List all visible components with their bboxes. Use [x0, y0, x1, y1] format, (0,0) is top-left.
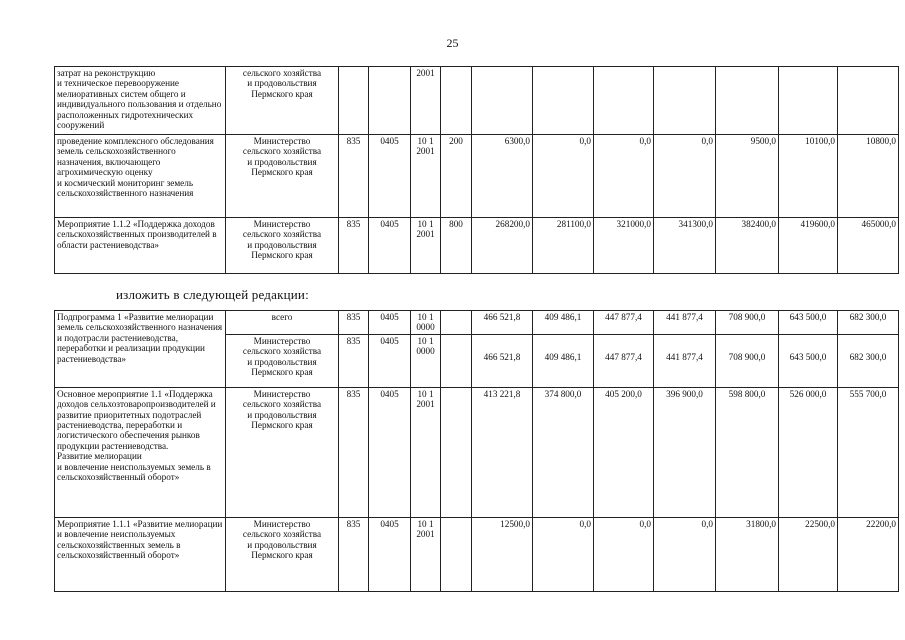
row-value-cell-1: [472, 67, 533, 135]
row-value-cell-3: 405 200,0: [594, 387, 654, 517]
row-grbs-cell: 835: [339, 311, 369, 335]
row-vr-cell: [441, 387, 472, 517]
row-vr-cell: [441, 334, 472, 387]
row-csr-cell: 10 1 2001: [411, 387, 441, 517]
row-value-cell-3: 0,0: [594, 135, 654, 218]
row-value-cell-4: 341300,0: [654, 218, 716, 274]
row-value-cell-2: 409 486,1: [533, 334, 594, 387]
row-value-cell-2: 0,0: [533, 517, 594, 591]
row-value-cell-7: 22200,0: [838, 517, 899, 591]
row-value-cell-5: 708 900,0: [716, 311, 779, 335]
row-value-cell-4: 441 877,4: [654, 334, 716, 387]
row-org-cell: всего: [226, 311, 339, 335]
row-name-cell: Мероприятие 1.1.1 «Развитие мелиорации и вовлечение неиспользуемых сельскохозяйственных земель в сельскохозяйственный оборот»: [55, 517, 226, 591]
row-rzpr-cell: 0405: [369, 517, 411, 591]
budget-table-top: [54, 66, 899, 274]
row-value-cell-4: 0,0: [654, 135, 716, 218]
row-value-cell-7: 682 300,0: [838, 334, 899, 387]
table-row: [55, 517, 899, 591]
row-value-cell-4: 0,0: [654, 517, 716, 591]
row-value-cell-6: 22500,0: [779, 517, 838, 591]
row-rzpr-cell: 0405: [369, 135, 411, 218]
row-value-cell-3: 0,0: [594, 517, 654, 591]
row-csr-cell: 2001: [411, 67, 441, 135]
row-value-cell-2: 0,0: [533, 135, 594, 218]
row-value-cell-1: 6300,0: [472, 135, 533, 218]
row-rzpr-cell: 0405: [369, 311, 411, 335]
row-org-cell: Министерство сельского хозяйства и продовольствия Пермского края: [226, 135, 339, 218]
row-value-cell-7: 555 700,0: [838, 387, 899, 517]
row-value-cell-6: 419600,0: [779, 218, 838, 274]
table-top-body: [55, 67, 899, 274]
page-number: 25: [446, 36, 459, 50]
table-row: [55, 311, 899, 335]
row-org-cell: Министерство сельского хозяйства и продовольствия Пермского края: [226, 218, 339, 274]
row-value-cell-1: 12500,0: [472, 517, 533, 591]
row-name-cell: проведение комплексного обследования земель сельскохозяйственного назначения, включающего агрохимическую оценку и космический мониторинг земель сельскохозяйственного назначения: [55, 135, 226, 218]
row-name-cell: затрат на реконструкцию и техническое перевооружение мелиоративных систем общего и индивидуального пользования и отдельно расположенных гидротехнических сооружений: [55, 67, 226, 135]
budget-table-bottom: [54, 310, 899, 592]
row-value-cell-1: 466 521,8: [472, 311, 533, 335]
row-value-cell-6: 643 500,0: [779, 311, 838, 335]
row-value-cell-5: 598 800,0: [716, 387, 779, 517]
row-value-cell-4: [654, 67, 716, 135]
row-value-cell-3: 447 877,4: [594, 334, 654, 387]
row-value-cell-6: 643 500,0: [779, 334, 838, 387]
row-value-cell-1: 413 221,8: [472, 387, 533, 517]
row-vr-cell: [441, 67, 472, 135]
row-csr-cell: 10 1 0000: [411, 334, 441, 387]
row-value-cell-5: 9500,0: [716, 135, 779, 218]
row-grbs-cell: 835: [339, 387, 369, 517]
row-value-cell-2: [533, 67, 594, 135]
row-value-cell-6: 10100,0: [779, 135, 838, 218]
row-grbs-cell: 835: [339, 218, 369, 274]
row-value-cell-2: 374 800,0: [533, 387, 594, 517]
row-vr-cell: [441, 517, 472, 591]
row-value-cell-5: 31800,0: [716, 517, 779, 591]
row-value-cell-3: [594, 67, 654, 135]
row-vr-cell: 200: [441, 135, 472, 218]
section-heading: изложить в следующей редакции:: [116, 287, 309, 302]
row-value-cell-7: [838, 67, 899, 135]
row-value-cell-7: 465000,0: [838, 218, 899, 274]
row-rzpr-cell: 0405: [369, 334, 411, 387]
row-rzpr-cell: 0405: [369, 218, 411, 274]
table-row: [55, 135, 899, 218]
row-value-cell-5: [716, 67, 779, 135]
row-value-cell-7: 10800,0: [838, 135, 899, 218]
row-vr-cell: [441, 311, 472, 335]
row-name-cell: Мероприятие 1.1.2 «Поддержка доходов сельскохозяйственных производителей в области растениеводства»: [55, 218, 226, 274]
row-value-cell-3: 321000,0: [594, 218, 654, 274]
table-row: [55, 67, 899, 135]
row-rzpr-cell: [369, 67, 411, 135]
row-grbs-cell: 835: [339, 517, 369, 591]
row-vr-cell: 800: [441, 218, 472, 274]
row-grbs-cell: [339, 67, 369, 135]
row-value-cell-3: 447 877,4: [594, 311, 654, 335]
row-org-cell: сельского хозяйства и продовольствия Пермского края: [226, 67, 339, 135]
row-value-cell-5: 382400,0: [716, 218, 779, 274]
row-rzpr-cell: 0405: [369, 387, 411, 517]
row-csr-cell: 10 1 0000: [411, 311, 441, 335]
row-org-cell: Министерство сельского хозяйства и продовольствия Пермского края: [226, 517, 339, 591]
row-value-cell-2: 409 486,1: [533, 311, 594, 335]
row-grbs-cell: 835: [339, 135, 369, 218]
row-value-cell-1: 466 521,8: [472, 334, 533, 387]
row-org-cell: Министерство сельского хозяйства и продовольствия Пермского края: [226, 334, 339, 387]
row-value-cell-6: 526 000,0: [779, 387, 838, 517]
row-csr-cell: 10 1 2001: [411, 517, 441, 591]
table-row: [55, 218, 899, 274]
row-csr-cell: 10 1 2001: [411, 135, 441, 218]
table-row: [55, 387, 899, 517]
row-value-cell-6: [779, 67, 838, 135]
row-grbs-cell: 835: [339, 334, 369, 387]
row-csr-cell: 10 1 2001: [411, 218, 441, 274]
row-value-cell-5: 708 900,0: [716, 334, 779, 387]
row-value-cell-4: 396 900,0: [654, 387, 716, 517]
table-bottom-body: [55, 311, 899, 592]
row-value-cell-4: 441 877,4: [654, 311, 716, 335]
row-org-cell: Министерство сельского хозяйства и продовольствия Пермского края: [226, 387, 339, 517]
row-name-cell: Основное мероприятие 1.1 «Поддержка доходов сельхозтоваропроизводителей и развитие приоритетных подотраслей растениеводства, переработки и логистического обеспечения рынков продукции растениеводства. Развитие мелиорации и вовлечение неиспользуемых земель в сельскохозяйственный оборот»: [55, 387, 226, 517]
row-value-cell-7: 682 300,0: [838, 311, 899, 335]
row-value-cell-2: 281100,0: [533, 218, 594, 274]
row-value-cell-1: 268200,0: [472, 218, 533, 274]
row-name-cell: Подпрограмма 1 «Развитие мелиорации земель сельскохозяйственного назначения и подотрасли растениеводства, переработки и реализации продукции растениеводства»: [55, 311, 226, 388]
